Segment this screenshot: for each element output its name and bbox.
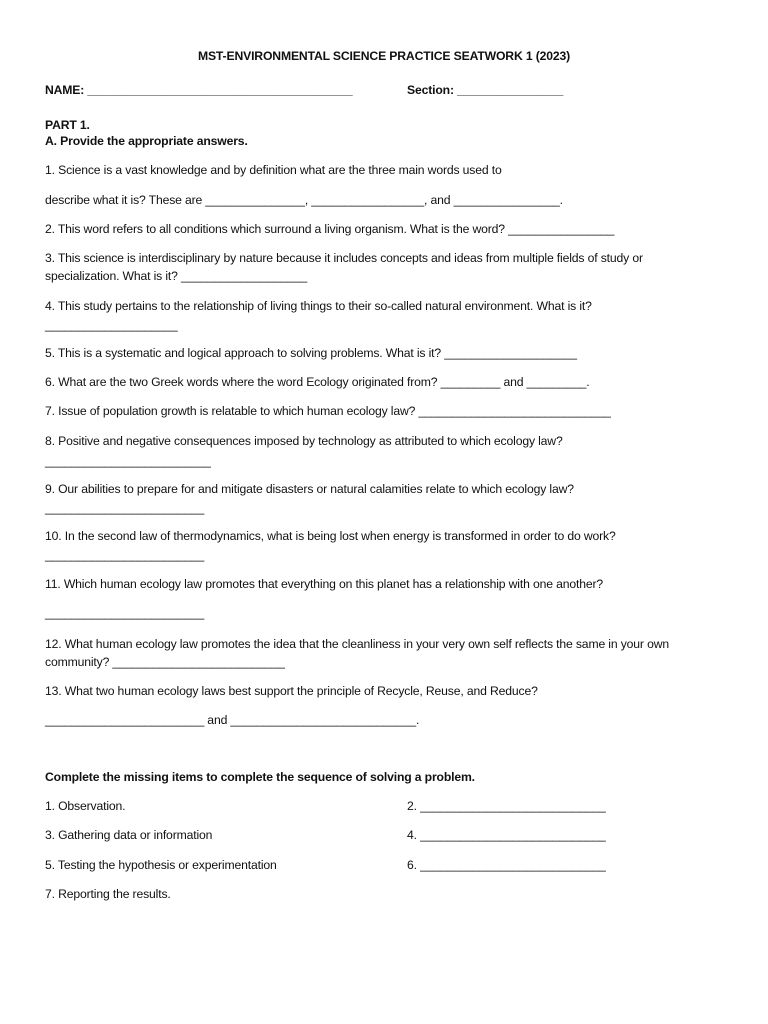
name-field-label: NAME: ________________________________________ [45,83,353,97]
question-4-line-2: ____________________ [45,318,178,332]
sequence-item-3: 3. Gathering data or information [45,828,213,842]
question-3-line-2: specialization. What is it? ___________________ [45,269,307,283]
sequence-item-4: 4. ____________________________ [407,828,606,842]
question-8-line-1: 8. Positive and negative consequences imposed by technology as attributed to which ecology law? [45,434,563,448]
question-10-line-2: ________________________ [45,548,205,562]
question-1-line-2: describe what it is? These are _______________, _________________, and ________________. [45,193,563,207]
question-12-line-2: community? __________________________ [45,655,285,669]
worksheet-title: MST-ENVIRONMENTAL SCIENCE PRACTICE SEATWORK 1 (2023) [197,49,571,63]
question-7: 7. Issue of population growth is relatable to which human ecology law? _____________________________ [45,404,611,418]
question-13-line-2: ________________________ and ____________________________. [45,713,420,727]
question-8-line-2: _________________________ [45,454,211,468]
question-11-line-1: 11. Which human ecology law promotes that everything on this planet has a relationship with one another? [45,577,604,591]
question-11-line-2: ________________________ [45,606,205,620]
question-12-line-1: 12. What human ecology law promotes the idea that the cleanliness in your very own self reflects the same in your own [45,637,669,651]
question-9-line-1: 9. Our abilities to prepare for and mitigate disasters or natural calamities relate to which ecology law? [45,482,574,496]
sequence-item-6: 6. ____________________________ [407,858,606,872]
question-4-line-1: 4. This study pertains to the relationship of living things to their so-called natural environment. What is it? [45,299,592,313]
sequence-item-7: 7. Reporting the results. [45,887,171,901]
question-10-line-1: 10. In the second law of thermodynamics, what is being lost when energy is transformed in order to do work? [45,529,616,543]
sequence-item-2: 2. ____________________________ [407,799,606,813]
question-3-line-1: 3. This science is interdisciplinary by nature because it includes concepts and ideas from multiple fields of study or [45,251,643,265]
sequence-item-5: 5. Testing the hypothesis or experimentation [45,858,277,872]
question-5: 5. This is a systematic and logical approach to solving problems. What is it? ____________________ [45,346,577,360]
section-field-label: Section: ________________ [407,83,564,97]
question-2: 2. This word refers to all conditions which surround a living organism. What is the word? ________________ [45,222,615,236]
question-6: 6. What are the two Greek words where the word Ecology originated from? _________ and _________. [45,375,590,389]
section-a-heading: A. Provide the appropriate answers. [45,134,248,148]
question-1-line-1: 1. Science is a vast knowledge and by definition what are the three main words used to [45,163,502,177]
part-heading: PART 1. [45,118,90,132]
sequence-item-1: 1. Observation. [45,799,126,813]
question-13-line-1: 13. What two human ecology laws best support the principle of Recycle, Reuse, and Reduce? [45,684,538,698]
sequence-heading: Complete the missing items to complete the sequence of solving a problem. [45,770,475,784]
question-9-line-2: ________________________ [45,501,205,515]
